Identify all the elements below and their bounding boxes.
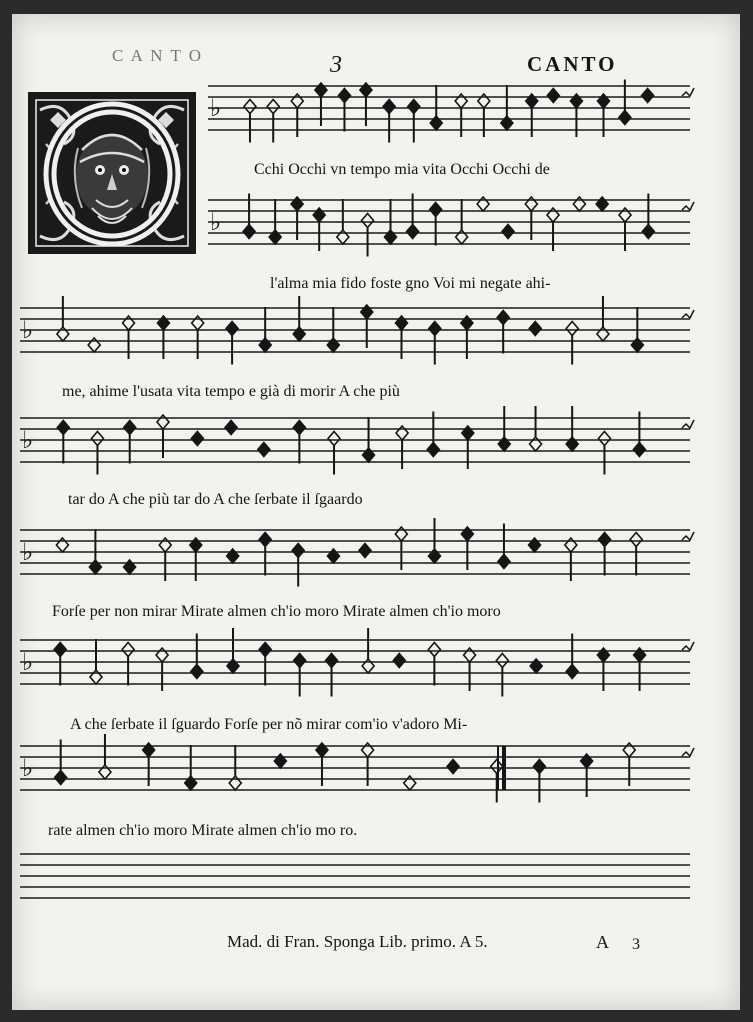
note-head (143, 743, 155, 757)
custos-icon (682, 642, 694, 650)
note-head (259, 533, 271, 547)
note-head (598, 432, 610, 446)
note-head (502, 225, 514, 239)
note-head (597, 327, 609, 341)
lyric-line-1: Cchi Occhi vn tempo mia vita Occhi Occhi de (254, 161, 550, 178)
note-head (316, 743, 328, 757)
staff-4 (20, 406, 694, 475)
lyric-line-4: tar do A che più tar do A che ſerbate il ſgaardo (68, 491, 363, 508)
note-head (501, 116, 513, 130)
note-head (227, 549, 239, 563)
note-head (122, 643, 134, 657)
note-head (404, 776, 416, 790)
note-head (363, 448, 375, 462)
note-head (274, 754, 286, 768)
note-head (315, 83, 327, 97)
lyric-line-2: l'alma mia fido foste gno Voi mi negate ahi- (270, 275, 551, 292)
footer-imprint: Mad. di Fran. Sponga Lib. primo. A 5. (227, 932, 488, 951)
note-head (530, 437, 542, 451)
staff-6 (20, 628, 694, 697)
note-head (291, 197, 303, 211)
note-head (407, 225, 419, 239)
note-head (88, 338, 100, 352)
c-clef-icon: ♭ (22, 426, 34, 454)
note-head (56, 538, 68, 552)
note-head (497, 311, 509, 325)
note-head (157, 316, 169, 330)
custos-icon (682, 748, 694, 756)
note-head (427, 443, 439, 457)
c-clef-icon: ♭ (22, 538, 34, 566)
note-head (396, 426, 408, 440)
note-head (525, 197, 537, 211)
staff-2 (208, 194, 694, 257)
note-head (530, 659, 542, 673)
note-head (619, 208, 631, 222)
note-head (642, 225, 654, 239)
note-head (630, 533, 642, 547)
note-head (326, 654, 338, 668)
note-head (566, 665, 578, 679)
note-head (294, 654, 306, 668)
note-head (293, 421, 305, 435)
note-head (362, 743, 374, 757)
note-head (124, 421, 136, 435)
note-head (383, 100, 395, 114)
lyric-line-7: rate almen ch'io moro Mirate almen ch'io mo ro. (48, 822, 358, 839)
page-number-header: 3 (330, 52, 342, 78)
note-head (623, 743, 635, 757)
footer-page-number: 3 (632, 936, 640, 953)
note-head (91, 432, 103, 446)
custos-icon (682, 310, 694, 318)
note-head (529, 538, 541, 552)
note-head (529, 322, 541, 336)
note-head (292, 544, 304, 558)
note-head (477, 197, 489, 211)
note-head (359, 544, 371, 558)
note-head (225, 421, 237, 435)
staff-8 (20, 854, 690, 898)
lyric-line-6: A che ſerbate il ſguardo Forſe per nõ mirar com'io v'adoro Mi- (70, 716, 468, 733)
note-head (313, 208, 325, 222)
note-head (631, 338, 643, 352)
note-head (191, 432, 203, 446)
note-head (291, 94, 303, 108)
note-head (90, 670, 102, 684)
note-head (464, 648, 476, 662)
note-head (430, 203, 442, 217)
note-head (565, 538, 577, 552)
note-head (192, 316, 204, 330)
lyric-line-5: Forſe per non mirar Mirate almen ch'io moro Mirate almen ch'io moro (52, 603, 501, 620)
note-head (57, 327, 69, 341)
staff-3 (20, 296, 694, 365)
faint-running-head: C A N T O (112, 46, 204, 65)
note-head (597, 648, 609, 662)
note-head (633, 443, 645, 457)
note-head (191, 665, 203, 679)
sheet-music-page (12, 14, 740, 1010)
note-head (337, 230, 349, 244)
c-clef-icon: ♭ (22, 648, 34, 676)
c-clef-icon: ♭ (22, 316, 34, 344)
note-head (496, 654, 508, 668)
staff-7 (20, 734, 694, 803)
note-head (455, 94, 467, 108)
note-head (429, 549, 441, 563)
note-head (361, 305, 373, 319)
note-head (596, 197, 608, 211)
c-clef-icon: ♭ (22, 754, 34, 782)
note-head (393, 654, 405, 668)
note-head (634, 648, 646, 662)
note-head (124, 560, 136, 574)
note-head (327, 338, 339, 352)
note-head (243, 225, 255, 239)
note-head (89, 560, 101, 574)
note-head (547, 208, 559, 222)
note-head (566, 322, 578, 336)
voice-part-title: CANTO (527, 52, 618, 76)
note-head (461, 316, 473, 330)
note-head (384, 230, 396, 244)
lyric-line-3: me, ahime l'usata vita tempo e già di morir A che più (62, 383, 400, 400)
note-head (99, 765, 111, 779)
note-head (498, 555, 510, 569)
note-head (456, 230, 468, 244)
note-head (395, 527, 407, 541)
staff-5 (20, 518, 694, 587)
note-head (157, 415, 169, 429)
note-head (581, 754, 593, 768)
note-head (190, 538, 202, 552)
note-head (570, 94, 582, 108)
note-head (395, 316, 407, 330)
note-head (123, 316, 135, 330)
note-head (526, 94, 538, 108)
custos-icon (682, 532, 694, 540)
note-head (338, 89, 350, 103)
note-head (360, 83, 372, 97)
note-head (362, 214, 374, 228)
note-head (408, 100, 420, 114)
note-head (185, 776, 197, 790)
note-head (269, 230, 281, 244)
custos-icon (682, 420, 694, 428)
note-head (156, 648, 168, 662)
note-head (259, 338, 271, 352)
note-head (244, 100, 256, 114)
custos-icon (682, 202, 694, 210)
note-head (258, 443, 270, 457)
note-head (597, 94, 609, 108)
note-head (430, 116, 442, 130)
note-head (362, 659, 374, 673)
note-head (159, 538, 171, 552)
note-head (229, 776, 241, 790)
c-clef-icon: ♭ (210, 208, 222, 236)
note-head (57, 421, 69, 435)
note-head (55, 771, 67, 785)
note-head (491, 760, 503, 774)
note-head (461, 527, 473, 541)
note-head (533, 760, 545, 774)
note-head (54, 643, 66, 657)
note-head (259, 643, 271, 657)
note-head (447, 760, 459, 774)
note-head (328, 432, 340, 446)
note-head (327, 549, 339, 563)
note-head (547, 89, 559, 103)
signature-mark: A (596, 932, 609, 952)
note-head (642, 89, 654, 103)
note-head (462, 426, 474, 440)
note-head (566, 437, 578, 451)
note-head (599, 533, 611, 547)
note-head (478, 94, 490, 108)
note-head (267, 100, 279, 114)
custos-icon (682, 88, 694, 96)
note-head (227, 659, 239, 673)
staff-1 (208, 80, 694, 143)
note-head (573, 197, 585, 211)
note-head (293, 327, 305, 341)
note-head (428, 643, 440, 657)
note-head (498, 437, 510, 451)
note-head (226, 322, 238, 336)
c-clef-icon: ♭ (210, 94, 222, 122)
note-head (619, 111, 631, 125)
note-head (429, 322, 441, 336)
